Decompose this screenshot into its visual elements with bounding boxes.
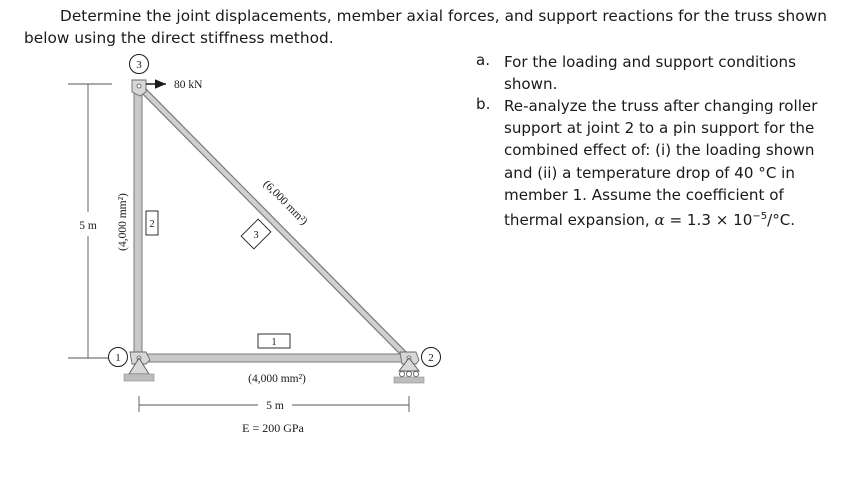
part-a-line: For the loading and support conditions xyxy=(504,53,796,71)
alpha-symbol: α xyxy=(654,211,665,230)
alpha-value: = 1.3 × 10 xyxy=(664,211,753,230)
svg-text:3: 3 xyxy=(136,59,142,71)
part-b-line: member 1. Assume the coefficient of xyxy=(504,185,784,204)
member-3-label-box xyxy=(241,219,271,249)
member-3-area: (6,000 mm²) xyxy=(260,178,310,228)
member-1-label: 1 xyxy=(271,337,277,348)
part-b-label: b. xyxy=(476,95,491,113)
member-2-area: (4,000 mm²) xyxy=(117,193,129,251)
part-a-label: a. xyxy=(476,51,491,69)
joint-1-label xyxy=(109,348,128,367)
joint-2-label xyxy=(422,348,441,367)
width-dim-label: 5 m xyxy=(266,400,284,412)
width-dimension xyxy=(139,396,409,412)
part-b-line: support at joint 2 to a pin support for the xyxy=(504,119,815,138)
member-2-label: 2 xyxy=(149,219,155,230)
problem-line-1: Determine the joint displacements, member axial forces, and support reactions for the truss shown xyxy=(60,7,828,25)
member-2 xyxy=(134,84,142,359)
problem-line-2: below using the direct stiffness method. xyxy=(24,29,334,47)
member-1 xyxy=(138,354,410,362)
alpha-unit: /°C. xyxy=(767,211,796,230)
alpha-exponent: −5 xyxy=(752,211,768,223)
svg-text:1: 1 xyxy=(115,352,121,364)
member-1-area: (4,000 mm²) xyxy=(248,373,306,385)
thermal-prefix: thermal expansion, xyxy=(504,211,655,230)
load-label: 80 kN xyxy=(174,79,203,91)
part-a-line: shown. xyxy=(504,75,558,94)
modulus-label: E = 200 GPa xyxy=(242,421,304,435)
load-arrow xyxy=(146,79,203,91)
svg-text:2: 2 xyxy=(428,352,434,364)
height-dimension xyxy=(68,84,112,358)
joint-3-label xyxy=(130,55,149,74)
height-dim-label: 5 m xyxy=(79,220,97,232)
part-b-line: combined effect of: (i) the loading shown xyxy=(504,141,815,160)
part-b-line: Re-analyze the truss after changing roller xyxy=(504,97,818,115)
part-b-line: and (ii) a temperature drop of 40 °C in xyxy=(504,163,795,182)
member-3-label: 3 xyxy=(253,230,259,241)
member-3 xyxy=(138,85,408,358)
